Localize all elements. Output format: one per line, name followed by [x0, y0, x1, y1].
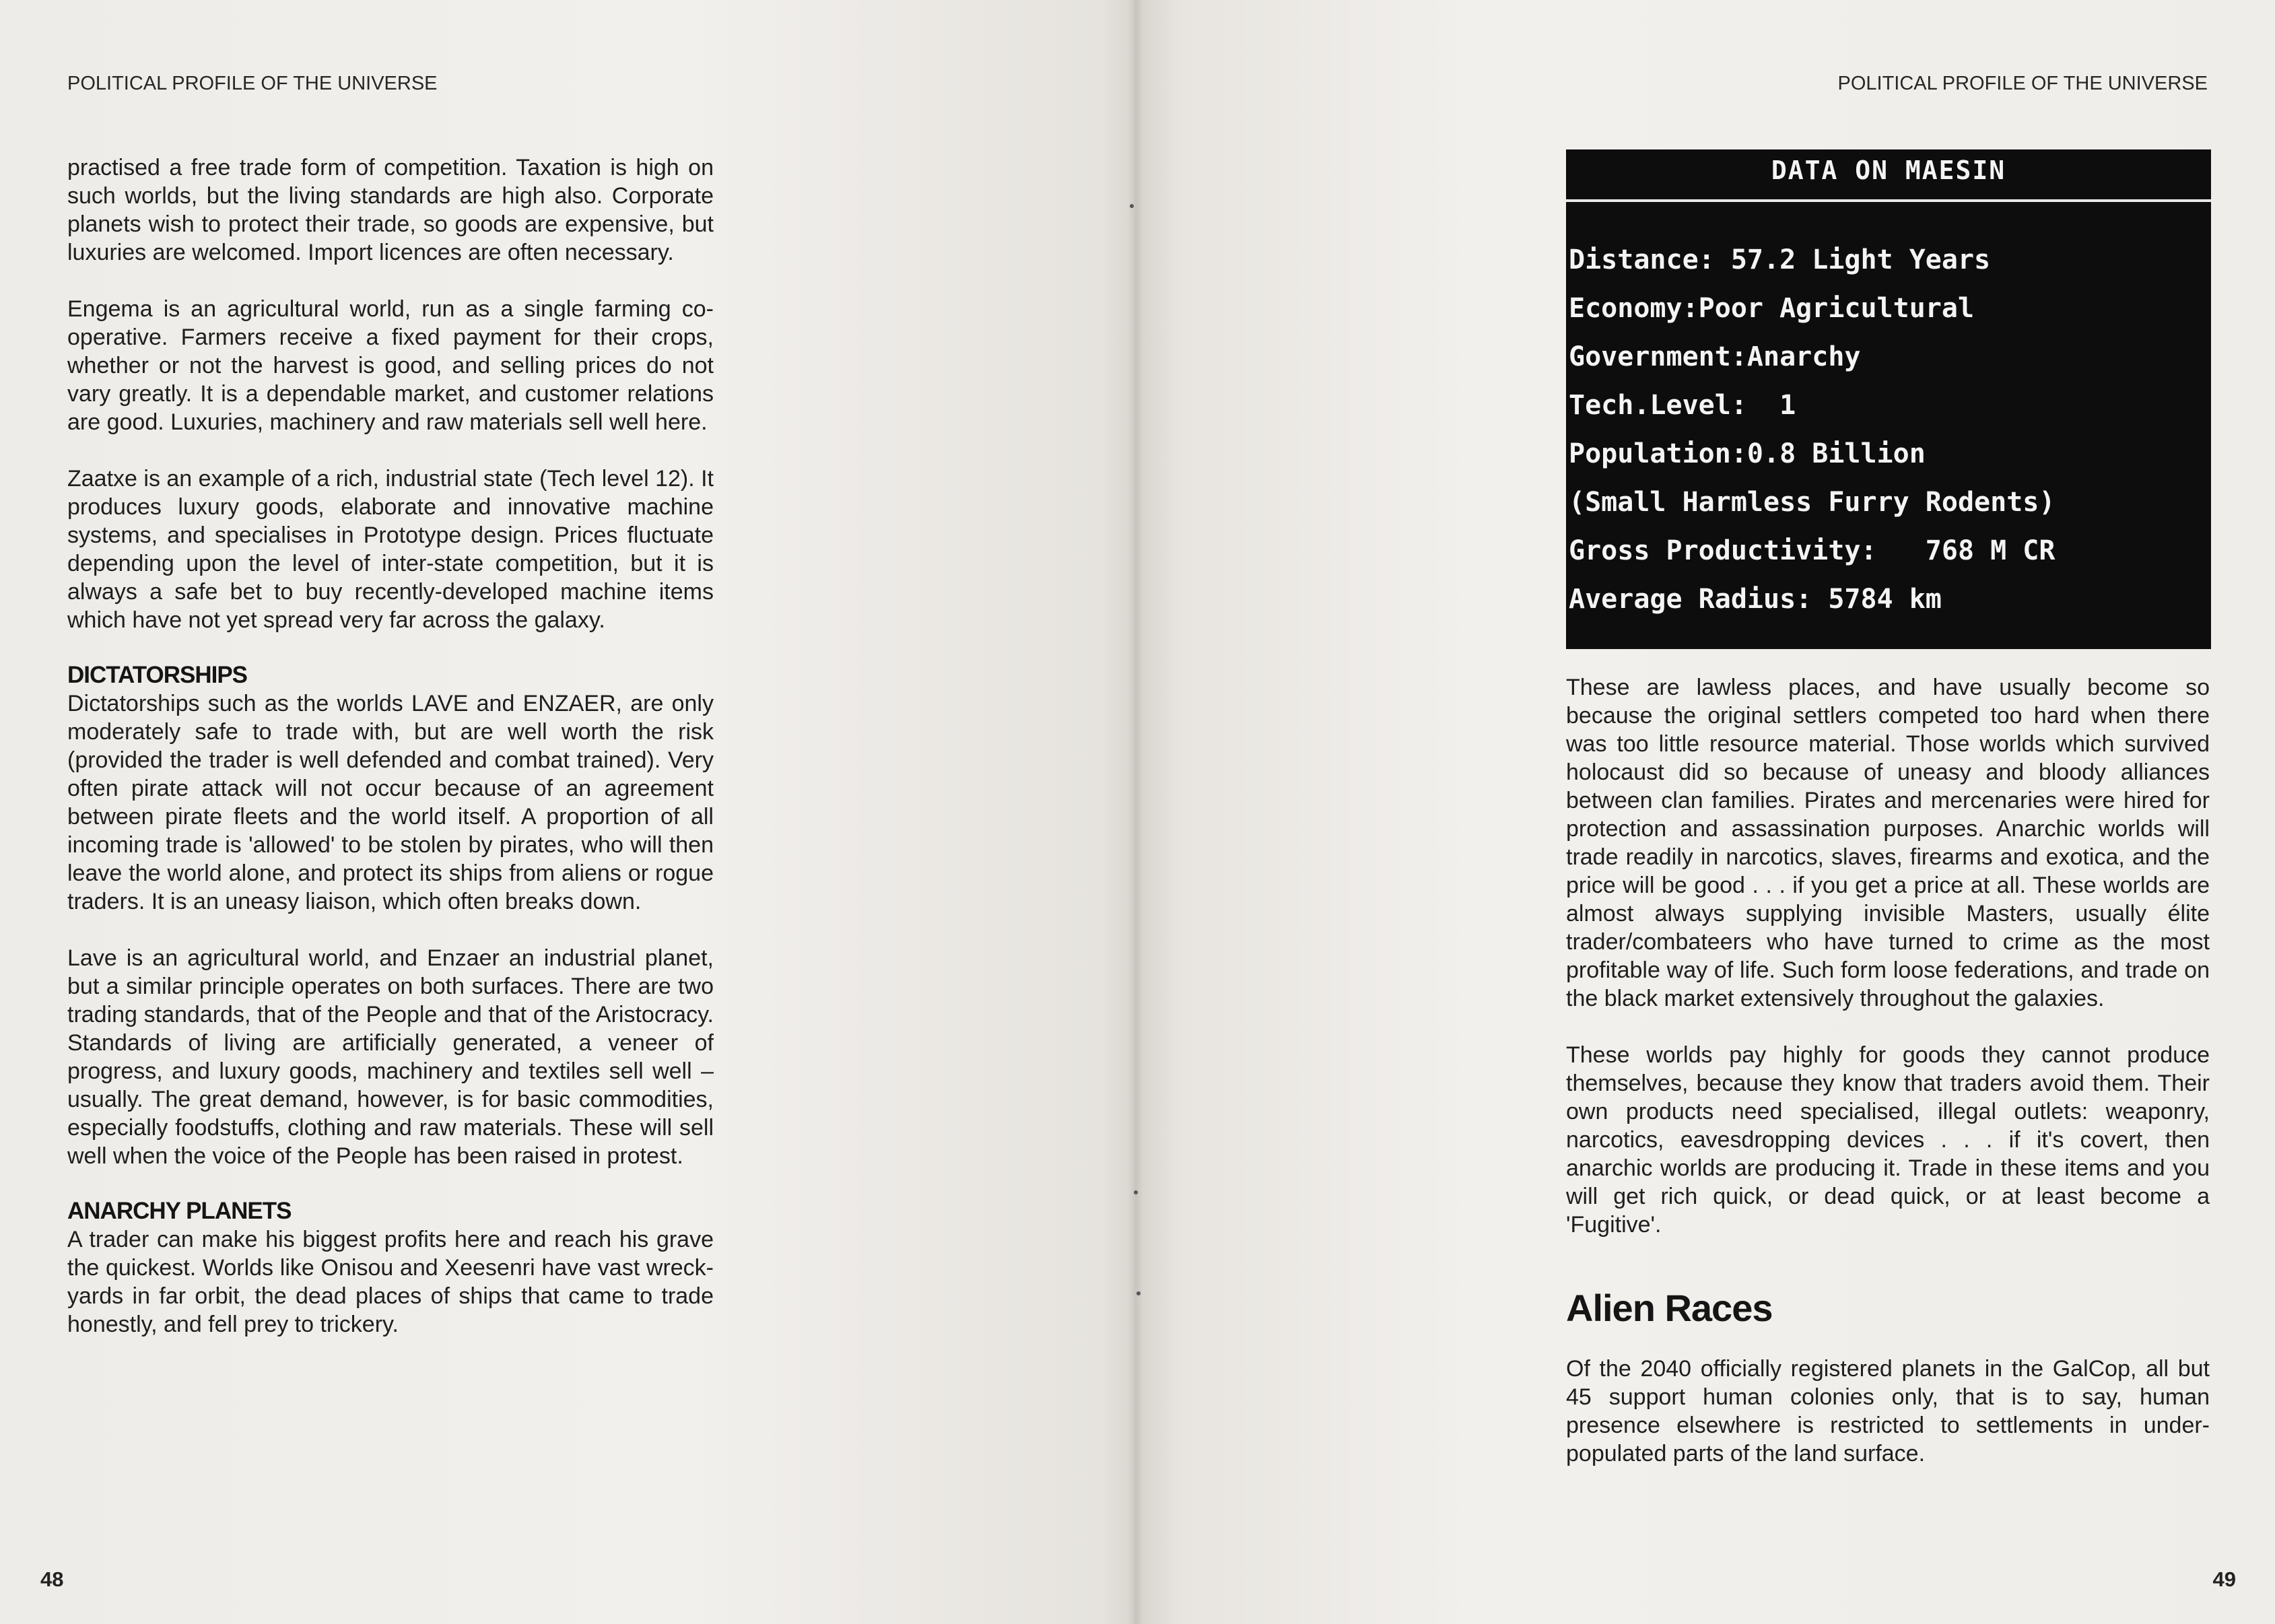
paragraph: Lave is an agricultural world, and Enzaer an industrial planet, but a similar principle operates on both surfaces. There are two trading standards, that of the People and that of the Aristocracy. Standards of living are artificially generated, a veneer of progress, and luxury goods, machinery and textiles sell well – usually. The great demand, however, is for basic commodities, especially foodstuffs, clothing and raw materials. These will sell well when the voice of the People has been raised in protest.	[67, 945, 714, 1169]
data-screen-title: DATA ON MAESIN	[1771, 156, 2006, 185]
right-column	[1566, 673, 2210, 1468]
section-heading-alien-races: Alien Races	[1566, 1287, 1773, 1329]
data-line-government: Government:Anarchy	[1569, 341, 1861, 372]
section-heading-anarchy-planets: ANARCHY PLANETS	[67, 1198, 292, 1224]
running-head-left: POLITICAL PROFILE OF THE UNIVERSE	[67, 73, 438, 94]
paragraph: These are lawless places, and have usually become so because the original settlers competed too hard when there was too little resource material. Those worlds which survived holocaust did so because of uneasy and bloody alliances between clan families. Pirates and mercenaries were hired for protection and assassination purposes. Anarchic worlds will trade readily in narcotics, slaves, firearms and exotica, and the price will be good . . . if you get a price at all. These worlds are almost always supplying invisible Masters, usually élite trader/combateers who have turned to crime as the most profitable way of life. Such form loose federations, and trade on the black market extensively throughout the galaxies.	[1566, 675, 2210, 1011]
data-line-radius: Average Radius: 5784 km	[1569, 584, 1942, 615]
left-column	[67, 154, 714, 1339]
paper-speck	[1136, 1291, 1141, 1295]
paper-speck	[1130, 204, 1134, 208]
section-heading-dictatorships: DICTATORSHIPS	[67, 662, 248, 688]
data-line-tech-level: Tech.Level: 1	[1569, 390, 1796, 421]
data-line-species: (Small Harmless Furry Rodents)	[1569, 487, 2056, 518]
running-head-right: POLITICAL PROFILE OF THE UNIVERSE	[1837, 73, 2208, 94]
paragraph: Zaatxe is an example of a rich, industrial state (Tech level 12). It produces luxury goods, elaborate and innovative machine systems, and specialises in Prototype design. Prices fluctuate depending upon the level of inter-state competition, but it is always a safe bet to buy recently-developed machine items which have not yet spread very far across the galaxy.	[67, 466, 714, 633]
page-number-left: 48	[40, 1567, 64, 1591]
data-line-economy: Economy:Poor Agricultural	[1569, 293, 1975, 324]
book-gutter	[1128, 0, 1143, 1624]
paragraph: A trader can make his biggest profits here and reach his grave the quickest. Worlds like Onisou and Xeesenri have vast wreck-yards in far orbit, the dead places of ships that came to trade honestly, and fell prey to trickery.	[67, 1227, 714, 1337]
planet-data-screen	[1566, 149, 2211, 649]
paragraph: Dictatorships such as the worlds LAVE and ENZAER, are only moderately safe to trade with, but are well worth the risk (provided the trader is well defended and combat trained). Very often pirate attack will not occur because of an agreement between pirate fleets and the world itself. A proportion of all incoming trade is 'allowed' to be stolen by pirates, who will then leave the world alone, and protect its ships from aliens or rogue traders. It is an uneasy liaison, which often breaks down.	[67, 691, 714, 914]
paragraph: Of the 2040 officially registered planets in the GalCop, all but 45 support human colonies only, that is to say, human presence elsewhere is restricted to settlements in under-populated parts of the land surface.	[1566, 1356, 2210, 1466]
paragraph: Engema is an agricultural world, run as a single farming co-operative. Farmers receive a fixed payment for their crops, whether or not the harvest is good, and selling prices do not vary greatly. It is a dependable market, and customer relations are good. Luxuries, machinery and raw materials sell well here.	[67, 296, 714, 435]
paragraph: practised a free trade form of competition. Taxation is high on such worlds, but the living standards are high also. Corporate planets wish to protect their trade, so goods are expensive, but luxuries are welcomed. Import licences are often necessary.	[67, 155, 714, 265]
paragraph: These worlds pay highly for goods they cannot produce themselves, because they know that traders avoid them. Their own products need specialised, illegal outlets: weaponry, narcotics, eavesdropping devices . . . if it's covert, then anarchic worlds are producing it. Trade in these items and you will get rich quick, or dead quick, or at least become a 'Fugitive'.	[1566, 1042, 2210, 1238]
data-line-productivity: Gross Productivity: 768 M CR	[1569, 535, 2056, 566]
paper-speck	[1134, 1190, 1138, 1194]
data-screen-divider	[1566, 199, 2211, 202]
data-line-distance: Distance: 57.2 Light Years	[1569, 244, 1991, 275]
page-number-right: 49	[2212, 1567, 2236, 1591]
data-line-population: Population:0.8 Billion	[1569, 438, 1926, 469]
data-screen-lines	[1569, 236, 2211, 623]
